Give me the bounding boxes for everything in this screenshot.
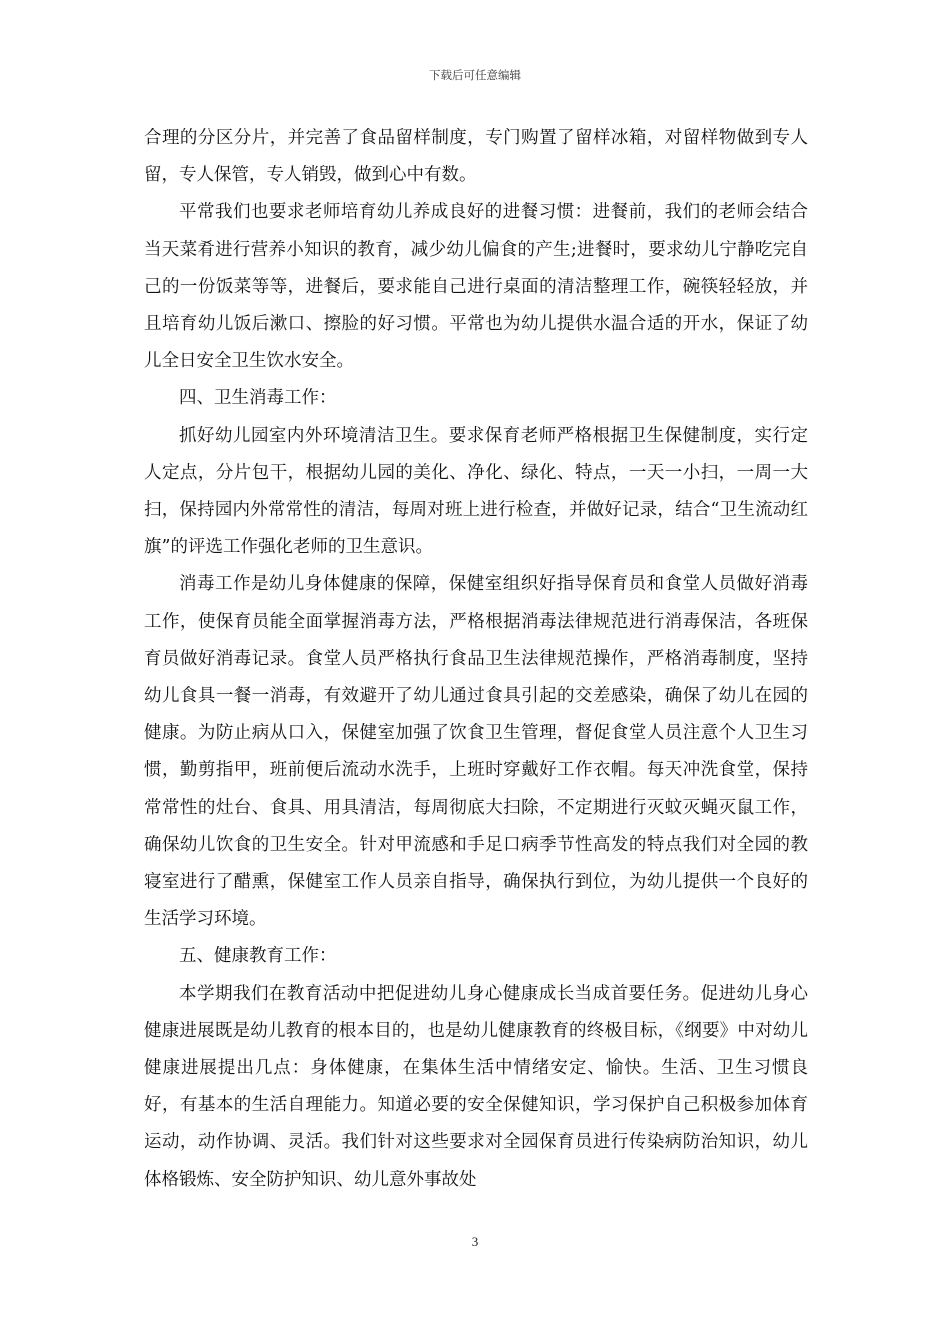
section-heading-health-education: 五、健康教育工作：	[179, 946, 337, 967]
paragraph-dining-habits: 平常我们也要求老师培育幼儿养成良好的进餐习惯：进餐前，我们的老师会结合当天菜肴进行营养小知识的教育，减少幼儿偏食的产生;进餐时，要求幼儿宁静吃完自己的一份饭菜等等，进餐后，要求能自己进行桌面的清洁整理工作，碗筷轻轻放，并且培育幼儿饭后漱口、擦脸的好习惯。平常也为幼儿提供水温合适的开水，保证了幼儿全日安全卫生饮水安全。	[144, 202, 808, 372]
page-number: 3	[471, 1234, 479, 1249]
paragraph-environment-cleaning: 抓好幼儿园室内外环境清洁卫生。要求保育老师严格根据卫生保健制度，实行定人定点，分片包干，根据幼儿园的美化、净化、绿化、特点，一天一小扫，一周一大扫，保持园内外常常性的清洁，每周对班上进行检查，并做好记录，结合“卫生流动红旗”的评选工作强化老师的卫生意识。	[144, 425, 808, 558]
section-heading-hygiene-disinfection: 四、卫生消毒工作：	[179, 388, 337, 409]
paragraph-disinfection-work: 消毒工作是幼儿身体健康的保障，保健室组织好指导保育员和食堂人员做好消毒工作，使保育员能全面掌握消毒方法，严格根据消毒法律规范进行消毒保洁，各班保育员做好消毒记录。食堂人员严格执行食品卫生法律规范操作，严格消毒制度，坚持幼儿食具一餐一消毒，有效避开了幼儿通过食具引起的交差感染，确保了幼儿在园的健康。为防止病从口入，保健室加强了饮食卫生管理，督促食堂人员注意个人卫生习惯，勤剪指甲，班前便后流动水洗手，上班时穿戴好工作衣帽。每天冲洗食堂，保持常常性的灶台、食具、用具清洁，每周彻底大扫除，不定期进行灭蚊灭蝇灭鼠工作，确保幼儿饮食的卫生安全。针对甲流感和手足口病季节性高发的特点我们对全园的教寝室进行了醋熏，保健室工作人员亲自指导，确保执行到位，为幼儿提供一个良好的生活学习环境。	[144, 574, 808, 930]
page-header: 下载后可任意编辑	[429, 68, 521, 82]
paragraph-health-education: 本学期我们在教育活动中把促进幼儿身心健康成长当成首要任务。促进幼儿身心健康进展既是幼儿教育的根本目的，也是幼儿健康教育的终极目标，《纲要》中对幼儿健康进展提出几点：身体健康，在集体生活中情绪安定、愉快。生活、卫生习惯良好，有基本的生活自理能力。知道必要的安全保健知识，学习保护自己积极参加体育运动，动作协调、灵活。我们针对这些要求对全园保育员进行传染病防治知识，幼儿体格锻炼、安全防护知识、幼儿意外事故处	[144, 983, 808, 1190]
document-body	[144, 120, 808, 1199]
paragraph-continuation: 合理的分区分片，并完善了食品留样制度，专门购置了留样冰箱，对留样物做到专人留，专人保管，专人销毁，做到心中有数。	[144, 128, 808, 186]
